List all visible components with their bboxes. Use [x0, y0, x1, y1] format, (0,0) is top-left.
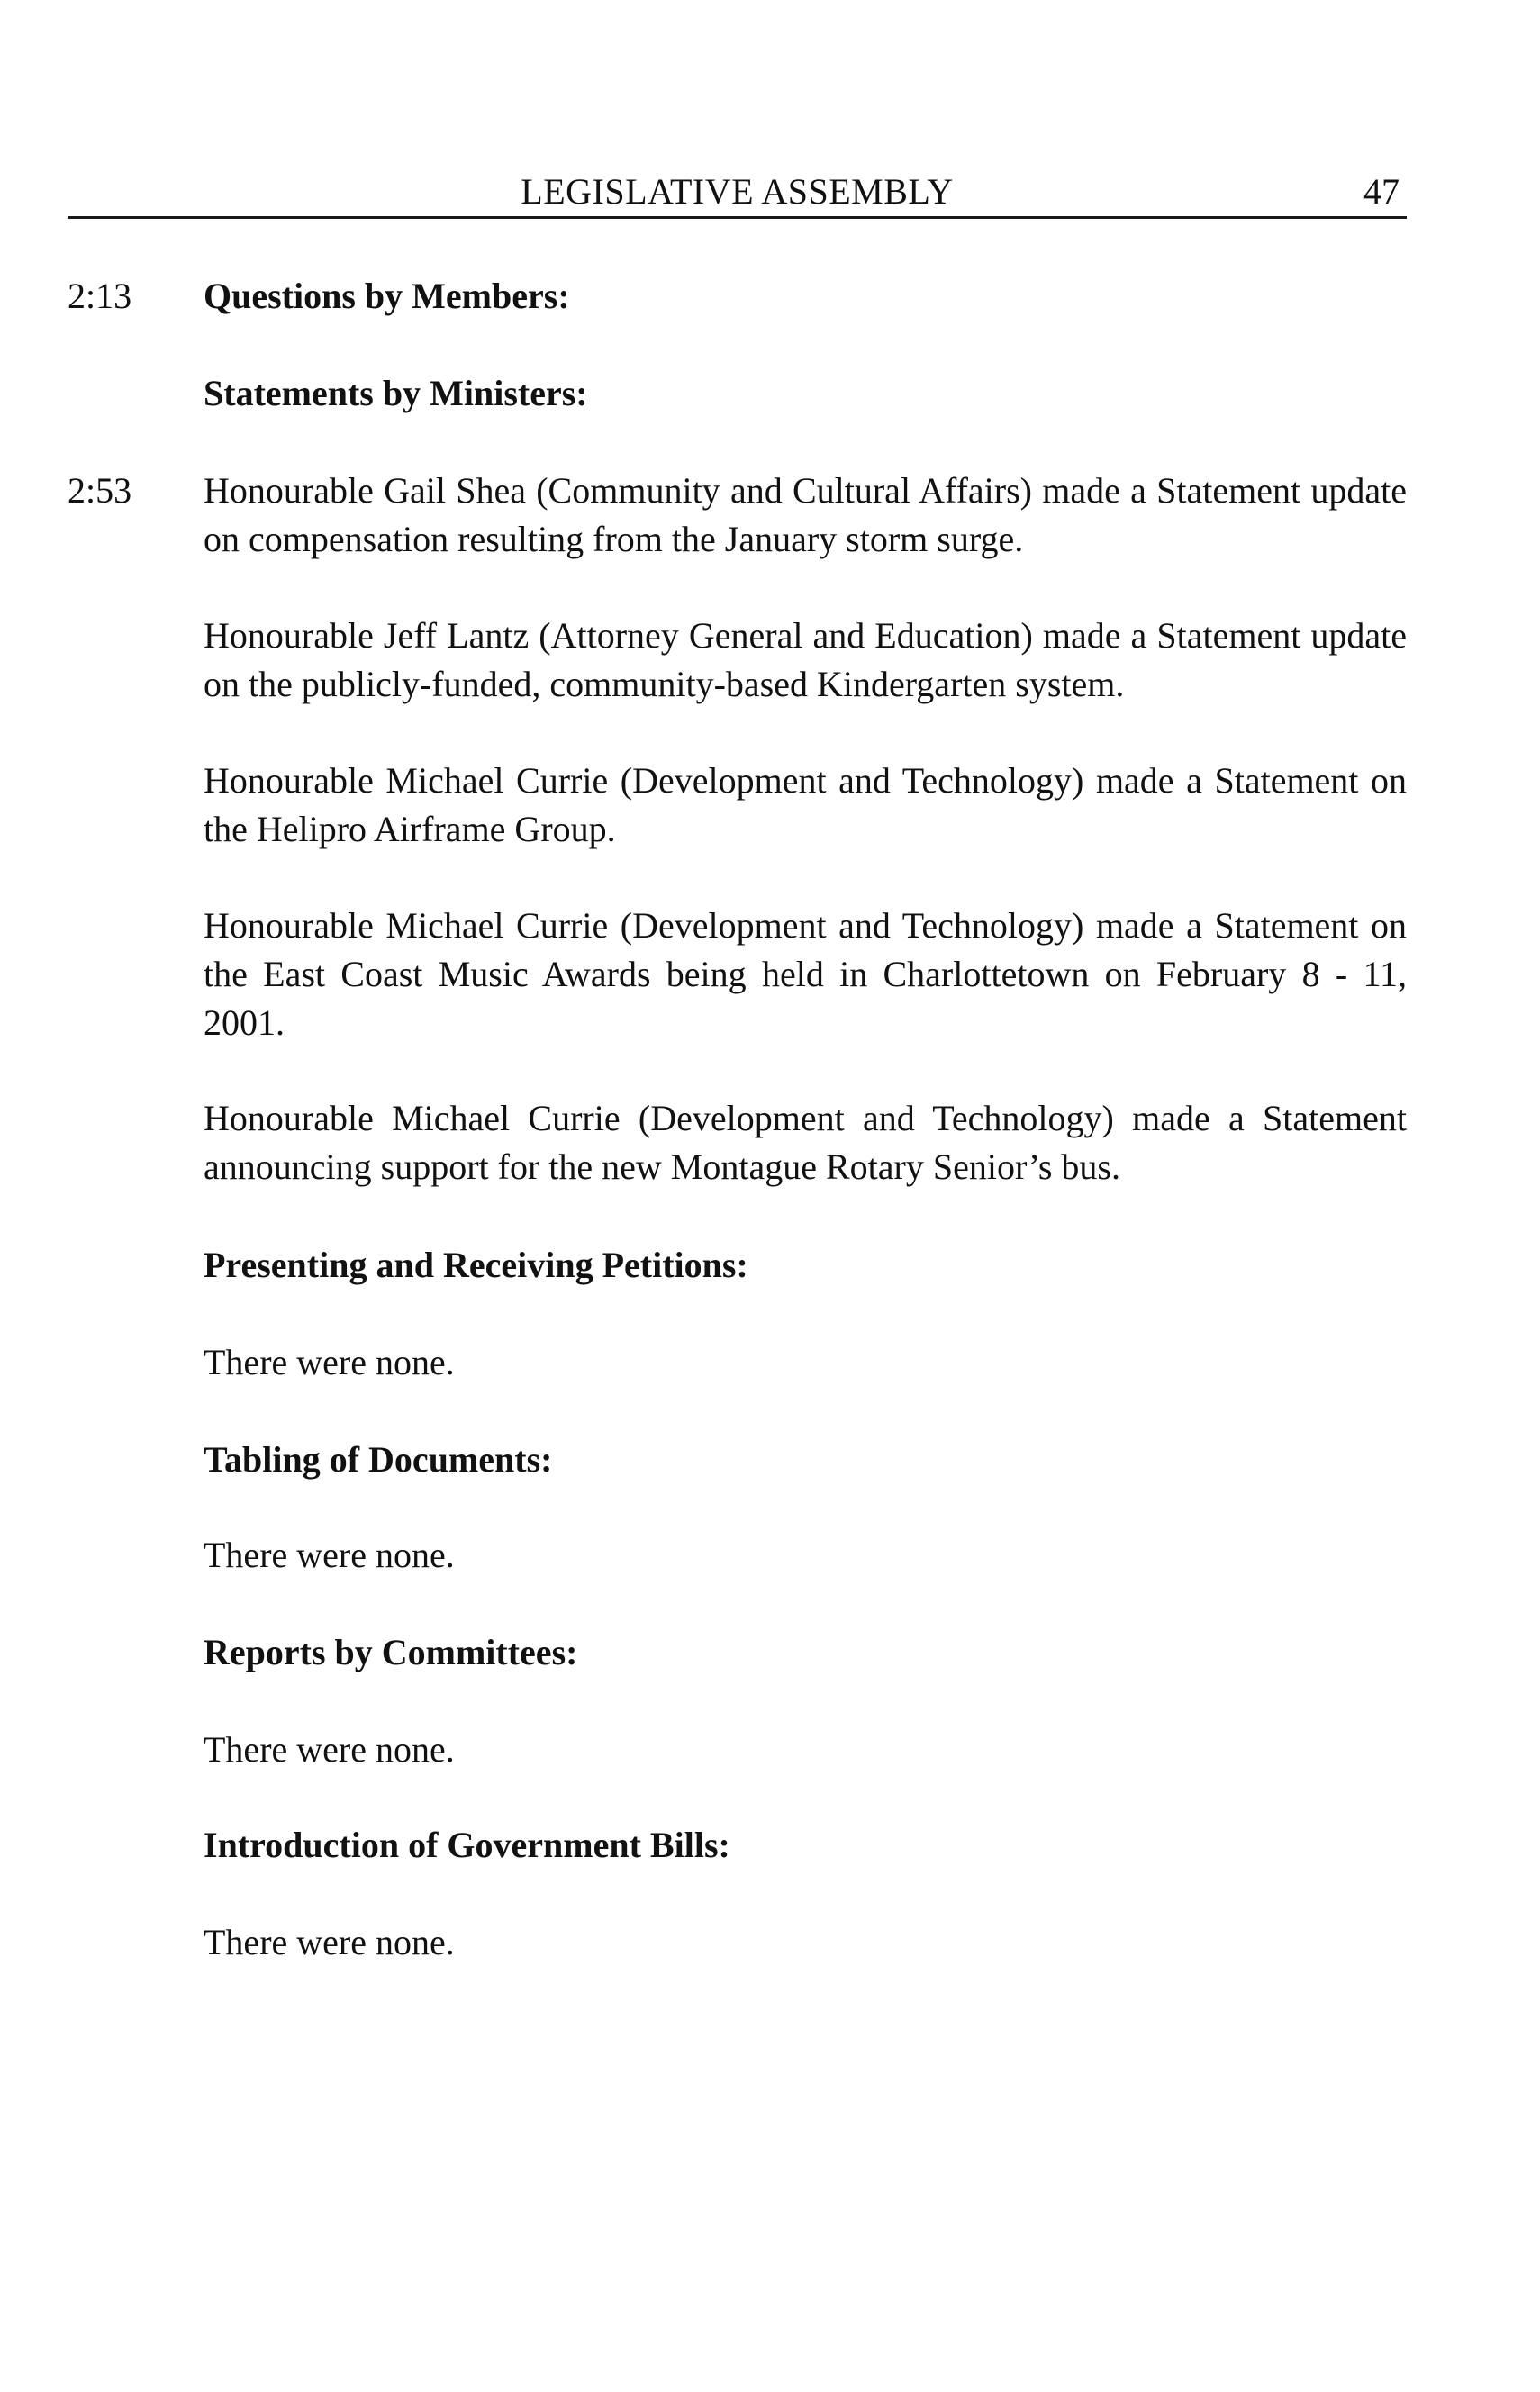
time-stamp: 2:13 [68, 276, 132, 316]
section-heading: Tabling of Documents: [204, 1439, 553, 1480]
paragraph: Honourable Michael Currie (Development and Technology) made a Statement on the East Coast Music Awards being held in Charlottetown on February 8 - 11, 2001. [204, 905, 1407, 1043]
section-heading: Statements by Ministers: [204, 373, 588, 413]
paragraph: There were none. [204, 1535, 455, 1575]
paragraph: Honourable Gail Shea (Community and Cultural Affairs) made a Statement update on compensation resulting from the January storm surge. [204, 470, 1407, 559]
paragraph: There were none. [204, 1729, 455, 1770]
page-number: 47 [1363, 171, 1400, 212]
header-title: LEGISLATIVE ASSEMBLY [521, 171, 954, 212]
time-stamp: 2:53 [68, 470, 132, 511]
section-heading: Reports by Committees: [204, 1632, 578, 1672]
paragraph: There were none. [204, 1342, 455, 1382]
paragraph: Honourable Jeff Lantz (Attorney General and Education) made a Statement update on the publicly-funded, community-based Kindergarten system. [204, 615, 1407, 704]
paragraph: Honourable Michael Currie (Development and Technology) made a Statement on the Helipro Airframe Group. [204, 760, 1407, 849]
paragraph: Honourable Michael Currie (Development and Technology) made a Statement announcing support for the new Montague Rotary Senior’s bus. [204, 1098, 1407, 1187]
section-heading: Presenting and Receiving Petitions: [204, 1245, 748, 1285]
paragraph: There were none. [204, 1922, 455, 1962]
section-heading: Questions by Members: [204, 276, 570, 316]
page-header [68, 165, 1407, 219]
section-heading: Introduction of Government Bills: [204, 1825, 730, 1865]
header-rule [68, 216, 1407, 219]
